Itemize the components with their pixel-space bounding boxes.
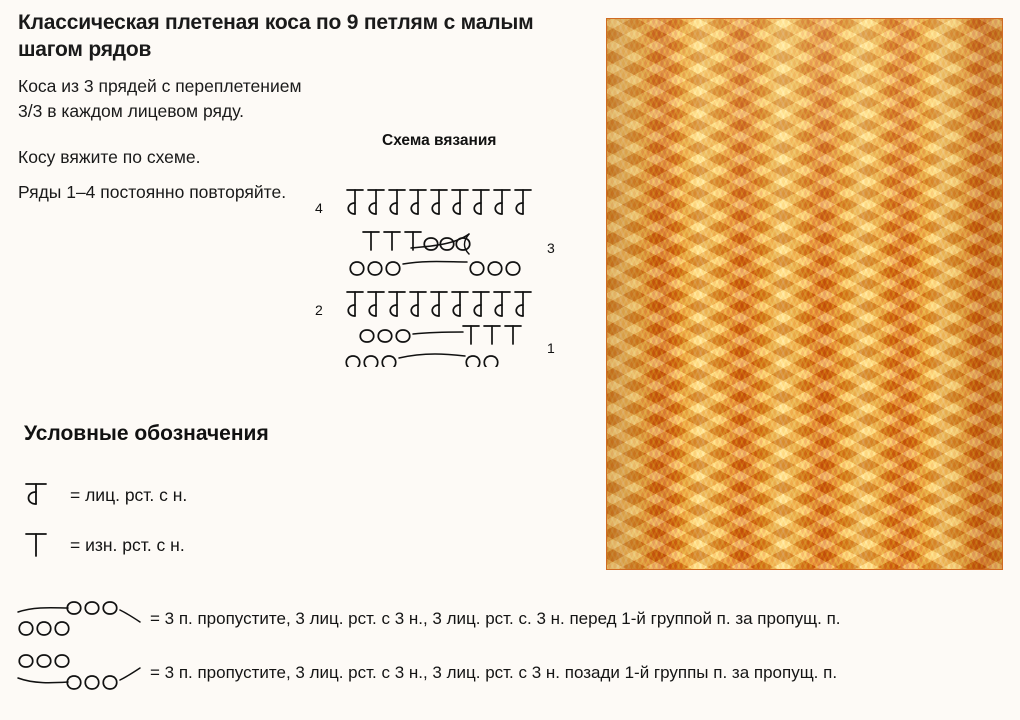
legend-item-cable-front: [16, 596, 1016, 642]
chart-row-label-2: 2: [315, 302, 323, 318]
schema-title: Схема вязания: [382, 132, 497, 149]
page-title: Классическая плетеная коса по 9 петлям с малым шагом рядов: [18, 11, 534, 61]
paragraph-1: Коса из 3 прядей с переплетением 3/3 в каждом лицевом ряду.: [18, 76, 302, 121]
legend-item-label: = 3 п. пропустите, 3 лиц. рст. с 3 н., 3 лиц. рст. с. 3 н. перед 1-й группой п. за пропущ. п.: [150, 609, 841, 628]
legend-item-label: = изн. рст. с н.: [70, 535, 185, 555]
legend-item-front-post: [22, 478, 582, 518]
swatch-shading: [607, 19, 1002, 569]
knitting-chart-svg: [325, 152, 575, 367]
knitting-chart: [315, 152, 575, 367]
legend-item-label: = лиц. рст. с н.: [70, 485, 188, 505]
back-post-stitch-icon: [22, 528, 56, 567]
paragraph-3: Ряды 1–4 постоянно повторяйте.: [18, 182, 287, 202]
legend-heading: Условные обозначения: [24, 422, 269, 445]
front-post-stitch-icon: [22, 478, 56, 517]
chart-row-2: [347, 292, 531, 316]
chart-row-1: [346, 326, 521, 367]
legend-item-label: = 3 п. пропустите, 3 лиц. рст. с 3 н., 3 лиц. рст. с 3 н. позади 1-й группы п. за пропущ. п.: [150, 663, 838, 682]
cable-front-icon: [16, 596, 142, 645]
legend-item-back-post: [22, 528, 582, 568]
legend-item-cable-back: [16, 650, 1016, 696]
chart-row-label-4: 4: [315, 200, 323, 216]
paragraph-2: Косу вяжите по схеме.: [18, 147, 201, 167]
knitting-swatch-photo: [606, 18, 1003, 570]
chart-row-3: [350, 232, 520, 275]
chart-row-label-3: 3: [547, 240, 555, 256]
chart-row-label-1: 1: [547, 340, 555, 356]
cable-back-icon: [16, 650, 142, 699]
chart-row-4: [347, 190, 531, 214]
